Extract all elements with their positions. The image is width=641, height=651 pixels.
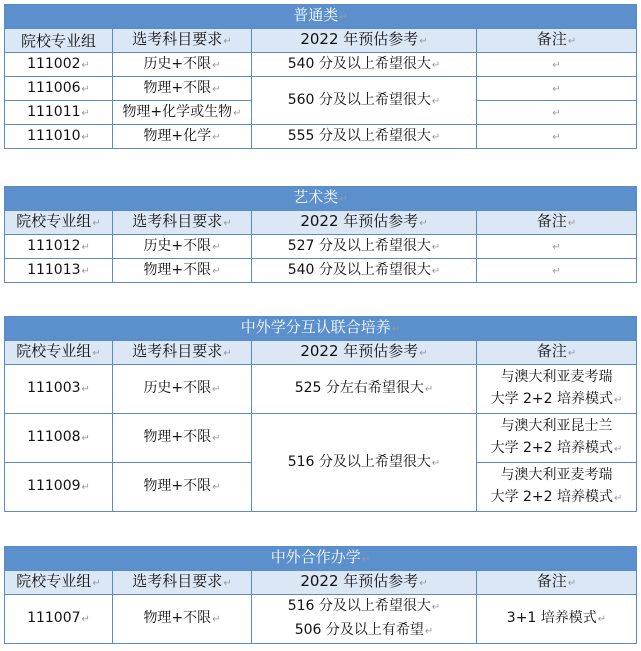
header-group: 院校专业组 bbox=[20, 31, 96, 50]
estimate-cell: 555 分及以上希望很大 ↵ bbox=[288, 128, 441, 144]
code-cell: 111011 ↵ bbox=[27, 104, 90, 120]
section-sino-foreign bbox=[4, 546, 637, 644]
table-row bbox=[5, 595, 637, 644]
estimate-cell: 516 分及以上希望很大 ↵ bbox=[288, 454, 441, 470]
header-subject: 选考科目要求 ↵ bbox=[132, 212, 231, 230]
header-estimate: 2022 年预估参考 ↵ bbox=[300, 572, 427, 590]
estimate-cell: 527 分及以上希望很大 ↵ bbox=[288, 238, 441, 254]
header-group: 院校专业组 ↵ bbox=[16, 342, 100, 360]
estimate-cell: 516 分及以上希望很大 ↵ 506 分及以上有希望 ↵ bbox=[252, 595, 477, 644]
note-cell: 与澳大利亚麦考瑞 大学 2+2 培养模式 ↵ bbox=[477, 365, 637, 414]
table-row bbox=[5, 125, 637, 149]
note-cell: ↵ bbox=[552, 59, 561, 71]
section-title: 中外合作办学 ↵ bbox=[5, 547, 637, 571]
header-estimate: 2022 年预估参考 ↵ bbox=[300, 212, 427, 230]
header-group: 院校专业组 ↵ bbox=[16, 212, 100, 230]
subject-cell: 物理+不限 ↵ bbox=[143, 610, 220, 626]
table-row bbox=[5, 259, 637, 283]
code-cell: 111003 ↵ bbox=[27, 380, 90, 396]
note-cell: 与澳大利亚麦考瑞 大学 2+2 培养模式 ↵ bbox=[477, 463, 637, 512]
subject-cell: 历史+不限 ↵ bbox=[143, 238, 220, 254]
header-estimate: 2022 年预估参考 ↵ bbox=[300, 342, 427, 360]
sino-foreign-table bbox=[4, 546, 637, 644]
code-cell: 111006 ↵ bbox=[27, 80, 90, 96]
subject-cell: 物理+不限 ↵ bbox=[143, 262, 220, 278]
header-estimate: 2022 年预估参考 ↵ bbox=[300, 30, 427, 48]
estimate-cell: 540 分及以上希望很大 ↵ bbox=[288, 262, 441, 278]
code-cell: 111013 ↵ bbox=[27, 262, 90, 278]
section-title: 普通类 ↵ bbox=[5, 5, 637, 29]
table-row bbox=[5, 365, 637, 414]
table-row bbox=[5, 77, 637, 101]
header-group: 院校专业组 ↵ bbox=[16, 572, 100, 590]
code-cell: 111010 ↵ bbox=[27, 128, 90, 144]
subject-cell: 物理+不限 ↵ bbox=[143, 80, 220, 96]
header-row bbox=[5, 29, 637, 53]
section-title: 艺术类 ↵ bbox=[5, 187, 637, 211]
table-row bbox=[5, 235, 637, 259]
note-cell: ↵ bbox=[552, 107, 561, 119]
note-cell: ↵ bbox=[552, 265, 561, 277]
section-art bbox=[4, 186, 637, 283]
code-cell: 111002 ↵ bbox=[27, 56, 90, 72]
section-title: 中外学分互认联合培养 ↵ bbox=[5, 317, 637, 341]
subject-cell: 物理+不限 ↵ bbox=[143, 478, 220, 494]
estimate-cell: 560 分及以上希望很大 ↵ bbox=[288, 92, 441, 108]
note-cell: 3+1 培养模式 ↵ bbox=[507, 610, 606, 626]
note-cell: ↵ bbox=[552, 241, 561, 253]
header-note: 备注 ↵ bbox=[537, 572, 576, 590]
code-cell: 111008 ↵ bbox=[27, 429, 90, 445]
header-row bbox=[5, 211, 637, 235]
subject-cell: 历史+不限 ↵ bbox=[143, 380, 220, 396]
header-subject: 选考科目要求 ↵ bbox=[132, 30, 231, 48]
header-row bbox=[5, 571, 637, 595]
header-subject: 选考科目要求 ↵ bbox=[132, 342, 231, 360]
note-cell: ↵ bbox=[552, 131, 561, 143]
header-row bbox=[5, 341, 637, 365]
header-note: 备注 ↵ bbox=[537, 342, 576, 360]
estimate-cell: 540 分及以上希望很大 ↵ bbox=[288, 56, 441, 72]
general-table bbox=[4, 4, 637, 149]
subject-cell: 物理+化学或生物 ↵ bbox=[122, 104, 241, 120]
subject-cell: 物理+不限 ↵ bbox=[143, 429, 220, 445]
section-general bbox=[4, 4, 637, 149]
header-note: 备注 ↵ bbox=[537, 30, 576, 48]
joint-credit-table bbox=[4, 316, 637, 512]
subject-cell: 历史+不限 ↵ bbox=[143, 56, 220, 72]
header-note: 备注 ↵ bbox=[537, 212, 576, 230]
code-cell: 111012 ↵ bbox=[27, 238, 90, 254]
subject-cell: 物理+化学 ↵ bbox=[143, 128, 220, 144]
note-cell: ↵ bbox=[552, 83, 561, 95]
note-cell: 与澳大利亚昆士兰 大学 2+2 培养模式 ↵ bbox=[477, 414, 637, 463]
table-row bbox=[5, 414, 637, 463]
section-joint-credit bbox=[4, 316, 637, 512]
code-cell: 111009 ↵ bbox=[27, 478, 90, 494]
estimate-cell: 525 分左右希望很大 ↵ bbox=[295, 380, 434, 396]
header-subject: 选考科目要求 ↵ bbox=[132, 572, 231, 590]
code-cell: 111007 ↵ bbox=[27, 610, 90, 626]
art-table bbox=[4, 186, 637, 283]
table-row bbox=[5, 53, 637, 77]
